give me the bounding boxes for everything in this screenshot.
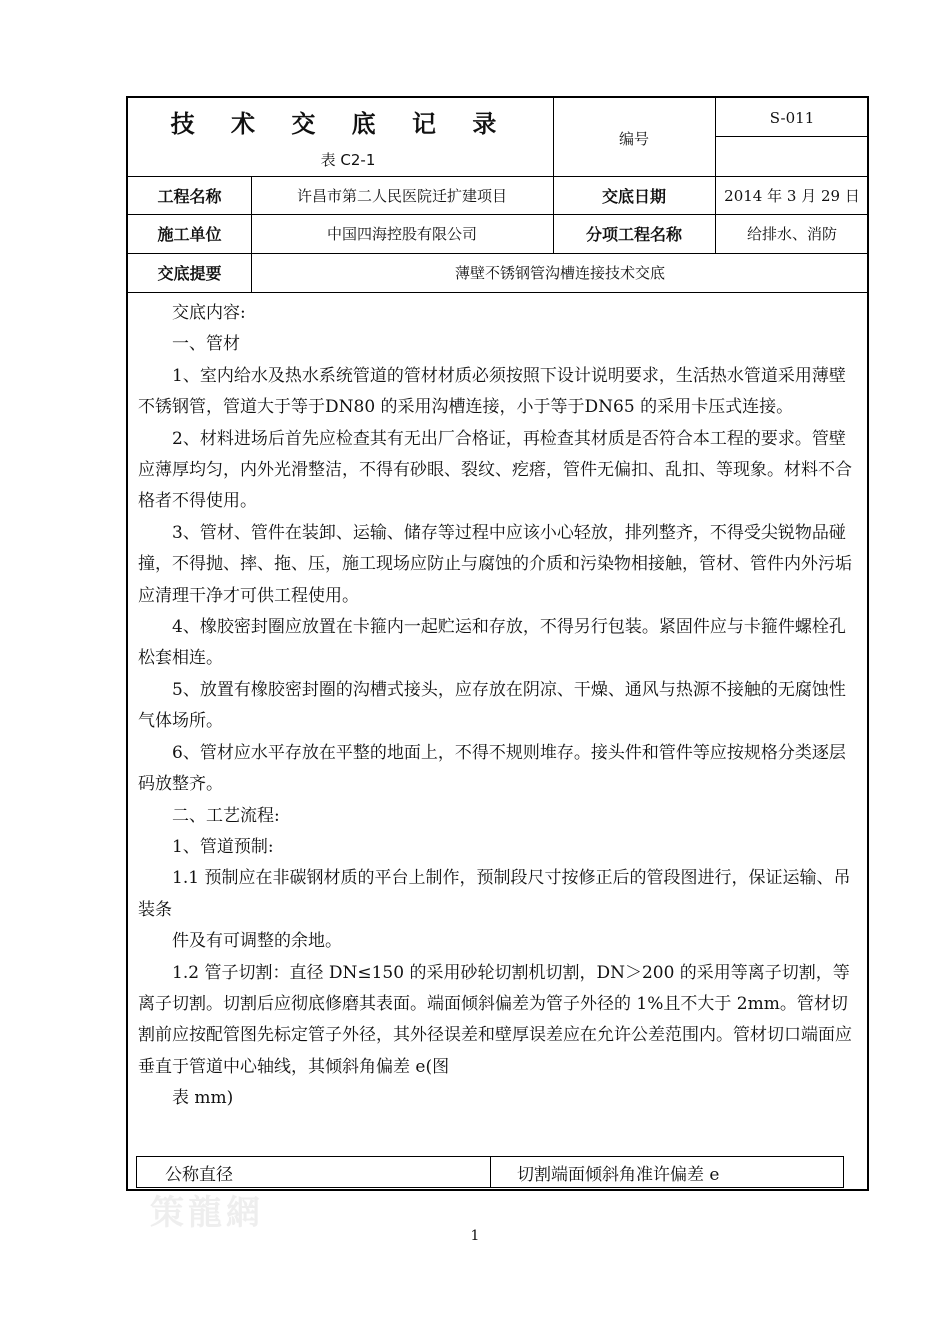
- content-paragraph: 3、管材、管件在装卸、运输、储存等过程中应该小心轻放，排列整齐，不得受尖锐物品碰撞，不得抛、摔、拖、压，施工现场应防止与腐蚀的介质和污染物相接触，管材、管件内外污垢应清理干净才可供工程使用。: [138, 522, 852, 606]
- nominal-diameter-header: 公称直径: [137, 1157, 491, 1187]
- content-paragraph: 一、管材: [172, 334, 240, 355]
- form-number: 表 C2-1: [320, 150, 376, 169]
- content-paragraph: 件及有可调整的余地。: [172, 931, 342, 952]
- code-value: S-011: [769, 109, 815, 127]
- watermark: 策龍網: [150, 1193, 264, 1233]
- content-paragraph: 6、管材应水平存放在平整的地面上，不得不规则堆存。接头件和管件等应按规格分类逐层码放整齐。: [138, 742, 846, 795]
- content-paragraph: 二、工艺流程:: [172, 805, 280, 826]
- content-paragraph: 5、放置有橡胶密封圈的沟槽式接头，应存放在阴凉、干燥、通风与热源不接触的无腐蚀性气体场所。: [138, 679, 846, 732]
- disclosure-date-label: 交底日期: [601, 186, 666, 206]
- content-paragraph: 表 mm): [172, 1088, 234, 1109]
- content-paragraph: 1、管道预制:: [172, 836, 274, 857]
- project-name-label: 工程名称: [157, 186, 222, 206]
- document-title: 技 术 交 底 记 录: [170, 109, 511, 138]
- subproject-value: 给排水、消防: [746, 225, 837, 243]
- code-label: 编号: [618, 129, 649, 148]
- content-paragraph: 1.1 预制应在非碳钢材质的平台上制作，预制段尺寸按修正后的管段图进行，保证运输、吊装条: [138, 868, 851, 920]
- technical-disclosure-form: [126, 96, 869, 1191]
- content-paragraph: 1.2 管子切割：直径 DN≤150 的采用砂轮切割机切割，DN＞200 的采用等离子切割，等离子切割。切割后应彻底修磨其表面。端面倾斜偏差为管子外径的 1%且不大于 2mm。管材切割前应按配管图先标定管子外径，其外径误差和壁厚误差应在允许公差范围内。管材切口端面应垂直于管道中心轴线，其倾斜角偏差 e(图: [138, 962, 852, 1077]
- page-number: 1: [470, 1228, 480, 1244]
- content-paragraph: 4、橡胶密封圈应放置在卡箍内一起贮运和存放，不得另行包装。紧固件应与卡箍件螺栓孔松套相连。: [138, 617, 846, 669]
- disclosure-date-value: 2014 年 3 月 29 日: [724, 186, 860, 205]
- code-extra: [715, 136, 869, 176]
- contractor-label: 施工单位: [157, 225, 222, 244]
- cut-end-tolerance-header: 切割端面倾斜角准许偏差 e: [517, 1164, 720, 1185]
- content-paragraph: 交底内容:: [172, 303, 246, 323]
- tolerance-table: [136, 1156, 844, 1188]
- content-paragraph: 1、室内给水及热水系统管道的管材材质必须按照下设计说明要求，生活热水管道采用薄壁不锈钢管，管道大于等于DN80 的采用沟槽连接，小于等于DN65 的采用卡压式连接。: [138, 365, 846, 418]
- summary-value: 薄壁不锈钢管沟槽连接技术交底: [454, 264, 665, 282]
- contractor-value: 中国四海控股有限公司: [326, 225, 477, 243]
- divider: [128, 292, 869, 293]
- disclosure-content: [138, 298, 860, 1115]
- summary-label: 交底提要: [157, 264, 222, 283]
- subproject-label: 分项工程名称: [585, 225, 682, 244]
- content-paragraph: 2、材料进场后首先应检查其有无出厂合格证，再检查其材质是否符合本工程的要求。管壁应薄厚均匀，内外光滑整洁，不得有砂眼、裂纹、疙瘩，管件无偏扣、乱扣、等现象。材料不合格者不得使用。: [138, 428, 852, 512]
- project-name-value: 许昌市第二人民医院迁扩建项目: [296, 186, 507, 205]
